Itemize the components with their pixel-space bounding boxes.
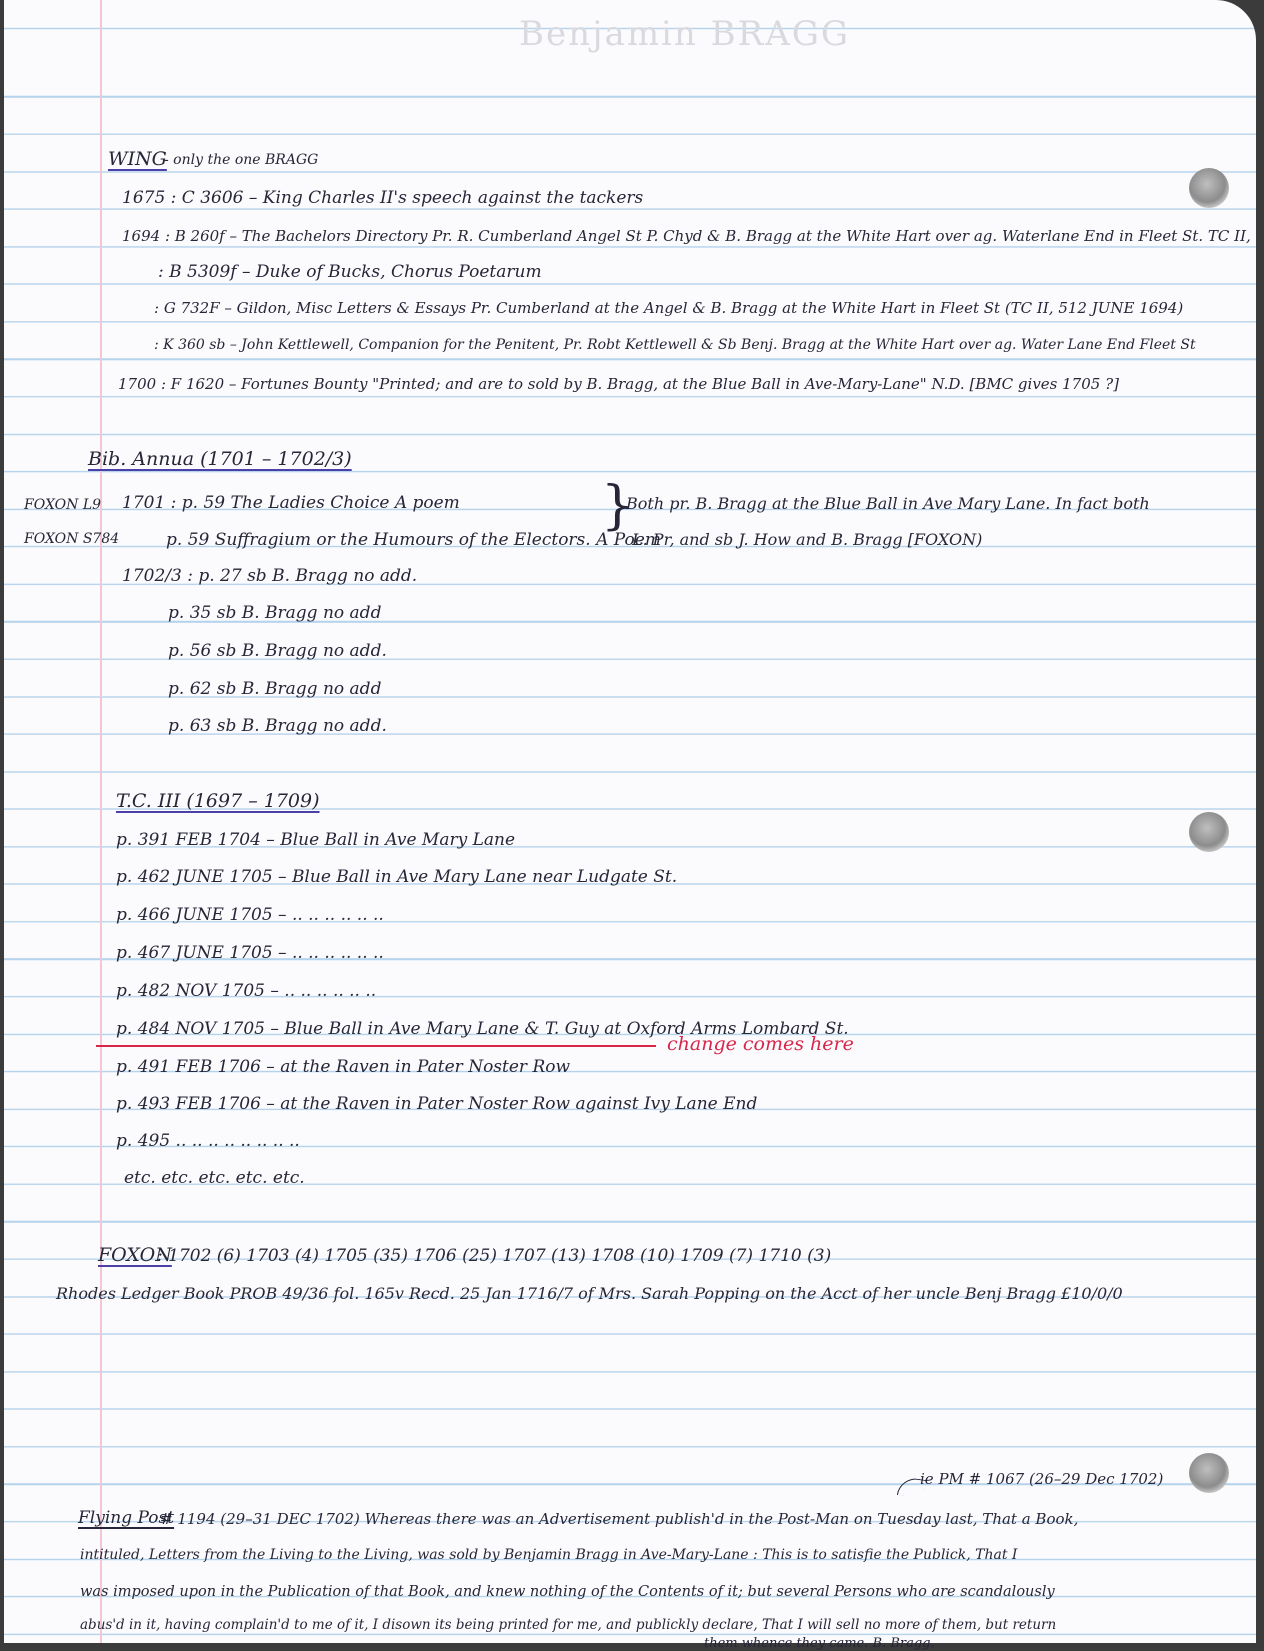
flying-post-line: them whence they came. B. Bragg. <box>704 1636 935 1651</box>
wing-line: : G 732F – Gildon, Misc Letters & Essays Pr. Cumberland at the Angel & B. Bragg at the White Hart in Fleet St (TC II, 512 JUNE 1694) <box>154 299 1184 317</box>
tc-line: p. 462 JUNE 1705 – Blue Ball in Ave Mary Lane near Ludgate St. <box>116 867 678 887</box>
bib-line: p. 56 sb B. Bragg no add. <box>168 641 387 661</box>
bib-line: p. 62 sb B. Bragg no add <box>168 679 382 699</box>
tc-line: etc. etc. etc. etc. etc. <box>124 1168 305 1188</box>
wing-line: 1675 : C 3606 – King Charles II's speech against the tackers <box>122 188 644 208</box>
tc-heading: T.C. III (1697 – 1709) <box>116 790 320 812</box>
tc-line: p. 467 JUNE 1705 – .. .. .. .. .. .. <box>116 943 384 963</box>
foxon-ref: FOXON L9 <box>24 497 102 513</box>
change-note: change comes here <box>667 1033 854 1055</box>
wing-heading: WING <box>108 148 167 170</box>
wing-line: 1694 : B 260f – The Bachelors Directory Pr. R. Cumberland Angel St P. Chyd & B. Bragg at the White Hart over ag. Waterlane End in Fleet St. TC II, <box>122 227 1251 245</box>
bib-brace-note: Both pr. B. Bragg at the Blue Ball in Ave Mary Lane. In fact both <box>626 494 1150 513</box>
page-header: Benjamin BRAGG <box>519 14 851 54</box>
binder-hole-top <box>1189 168 1229 208</box>
notebook-page <box>4 0 1256 1651</box>
post-man-annotation: ie PM # 1067 (26–29 Dec 1702) <box>920 1470 1164 1488</box>
wing-line: 1700 : F 1620 – Fortunes Bounty "Printed; and are to sold by B. Bragg, at the Blue Ball in Ave-Mary-Lane" N.D. [BMC gives 1705 ?] <box>118 375 1119 393</box>
wing-note: - only the one BRAGG <box>164 152 319 168</box>
bib-line: 1701 : p. 59 The Ladies Choice A poem <box>122 493 460 513</box>
margin-line <box>100 0 102 1643</box>
change-rule <box>96 1045 656 1047</box>
wing-line: : B 5309f – Duke of Bucks, Chorus Poetarum <box>158 262 542 282</box>
flying-post-heading: Flying Post <box>78 1508 175 1528</box>
tc-line: p. 391 FEB 1704 – Blue Ball in Ave Mary Lane <box>116 830 516 850</box>
flying-post-line: # 1194 (29–31 DEC 1702) Whereas there was an Advertisement publish'd in the Post-Man on Tuesday last, That a Book, <box>160 1510 1079 1528</box>
bib-brace-note: L. Pr, and sb J. How and B. Bragg [FOXON) <box>632 530 983 549</box>
tc-line: p. 495 .. .. .. .. .. .. .. .. <box>116 1131 300 1151</box>
bib-annua-heading: Bib. Annua (1701 – 1702/3) <box>88 448 352 470</box>
tc-line: p. 484 NOV 1705 – Blue Ball in Ave Mary Lane & T. Guy at Oxford Arms Lombard St. <box>116 1019 849 1039</box>
tc-line: p. 466 JUNE 1705 – .. .. .. .. .. .. <box>116 905 384 925</box>
rhodes-ledger-line: Rhodes Ledger Book PROB 49/36 fol. 165v Recd. 25 Jan 1716/7 of Mrs. Sarah Popping on the Acct of her uncle Benj Bragg £10/0/0 <box>56 1284 1123 1303</box>
flying-post-line: was imposed upon in the Publication of that Book, and knew nothing of the Contents of it; but several Persons who are scandalously <box>80 1584 1055 1600</box>
binder-hole-middle <box>1189 812 1229 852</box>
bib-line: p. 63 sb B. Bragg no add. <box>168 716 387 736</box>
flying-post-line: intituled, Letters from the Living to the Living, was sold by Benjamin Bragg in Ave-Mary-Lane : This is to satisfie the Publick, That I <box>80 1547 1018 1563</box>
foxon-ref: FOXON S784 <box>24 531 120 547</box>
bib-line: p. 35 sb B. Bragg no add <box>168 603 382 623</box>
tc-line: p. 493 FEB 1706 – at the Raven in Pater Noster Row against Ivy Lane End <box>116 1094 758 1114</box>
brace: } <box>601 476 635 536</box>
bib-line: p. 59 Suffragium or the Humours of the Electors. A Poem <box>166 530 661 550</box>
bib-line: 1702/3 : p. 27 sb B. Bragg no add. <box>122 566 418 586</box>
tc-line: p. 491 FEB 1706 – at the Raven in Pater Noster Row <box>116 1057 571 1077</box>
tc-line: p. 482 NOV 1705 – .. .. .. .. .. .. <box>116 981 377 1001</box>
binder-hole-bottom <box>1189 1453 1229 1493</box>
wing-line: : K 360 sb – John Kettlewell, Companion for the Penitent, Pr. Robt Kettlewell & Sb Benj. Bragg at the White Hart over ag. Water Lane End Fleet St <box>154 337 1196 353</box>
foxon-counts: : 1702 (6) 1703 (4) 1705 (35) 1706 (25) 1707 (13) 1708 (10) 1709 (7) 1710 (3) <box>157 1246 832 1266</box>
flying-post-line: abus'd in it, having complain'd to me of it, I disown its being printed for me, and publickly declare, That I will sell no more of them, but return <box>80 1617 1057 1633</box>
foxon-heading: FOXON <box>98 1244 172 1266</box>
